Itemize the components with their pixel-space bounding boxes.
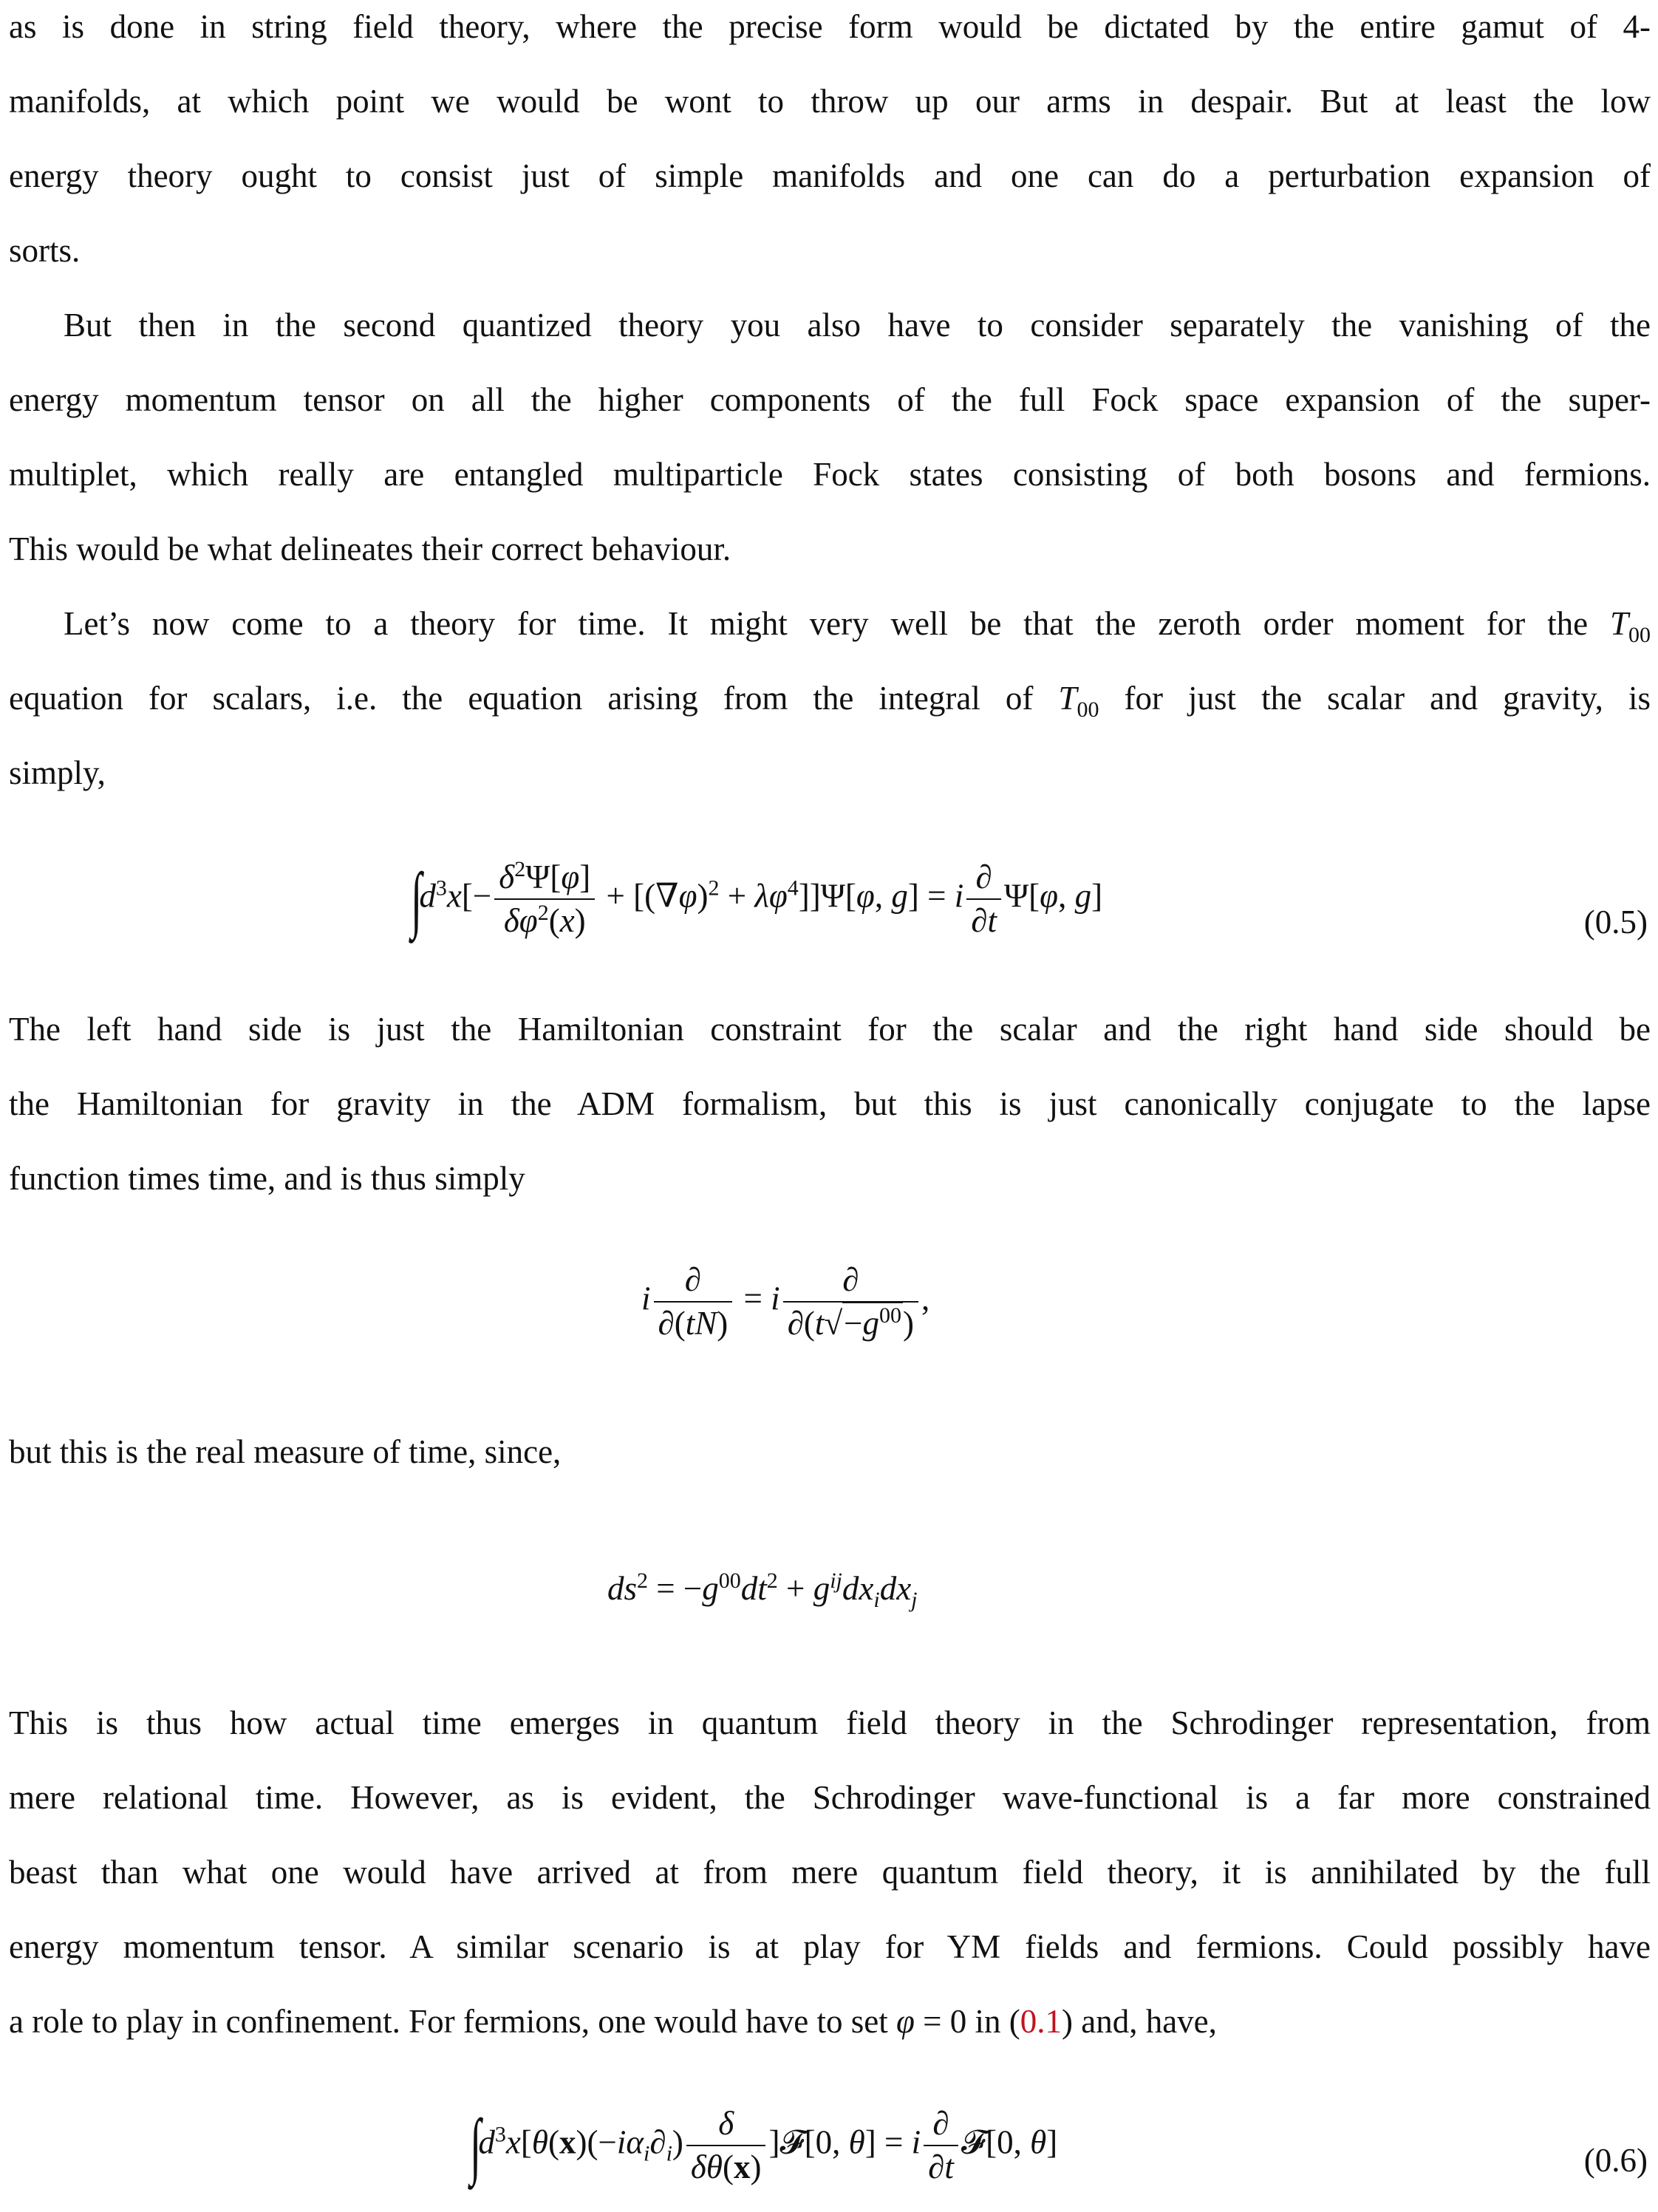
- equation-number: (0.5): [1583, 904, 1648, 941]
- text-line: [9, 1999, 1651, 2044]
- equation-time-derivative: i $\frac{\partial}{\partial(tN)}$ = i $\frac{\partial}{\partial(t√-g^{00})}$ ,: [641, 1261, 930, 1342]
- text-line: energy theory ought to consist just of simple manifolds and one can do a perturbation expansion of: [9, 157, 1651, 194]
- equation-0-6: $\int d^3x[\theta(x)(-i\alpha_i\partial_i)$ $\frac{\delta}{\delta\theta(x)}$ ]𝓕[0, θ] = i $\frac{\partial}{\partial t}$ 𝓕[0, θ]: [470, 2104, 1058, 2186]
- text-line: beast than what one would have arrived at from mere quantum field theory, it is annihilated by the full: [9, 1854, 1651, 1891]
- math-subscript: 00: [1628, 623, 1651, 647]
- text-line: The left hand side is just the Hamiltonian constraint for the scalar and the right hand side should be: [9, 1011, 1651, 1048]
- math-symbol: T: [1058, 680, 1077, 717]
- text-line: But then in the second quantized theory you also have to consider separately the vanishing of the: [64, 307, 1651, 344]
- text-segment: for just the scalar and gravity, is: [1099, 680, 1651, 717]
- text-line: the Hamiltonian for gravity in the ADM formalism, but this is just canonically conjugate to the lapse: [9, 1085, 1651, 1122]
- math-subscript: 00: [1077, 697, 1099, 722]
- text-segment: ) and, have,: [1062, 2003, 1217, 2040]
- equation-reference-link[interactable]: 0.1: [1020, 2003, 1062, 2040]
- text-line: [9, 601, 1651, 646]
- text-line: but this is the real measure of time, since,: [9, 1433, 562, 1470]
- text-line: as is done in string field theory, where the precise form would be dictated by the entire gamut of 4-: [9, 8, 1651, 45]
- math-symbol: φ: [895, 2003, 915, 2040]
- text-line: manifolds, at which point we would be wont to throw up our arms in despair. But at least the low: [9, 83, 1651, 120]
- text-line: function times time, and is thus simply: [9, 1160, 525, 1197]
- text-line: multiplet, which really are entangled multiparticle Fock states consisting of both bosons and fermions.: [9, 456, 1651, 493]
- equation-metric: $ds^2 = -g^{00}dt^2 + g^{ij}dx_idx_j$: [607, 1568, 918, 1612]
- math-symbol: T: [1609, 605, 1628, 642]
- text-segment: Let’s now come to a theory for time. It might very well be that the zeroth order moment for the: [64, 605, 1610, 642]
- text-line: energy momentum tensor. A similar scenario is at play for YM fields and fermions. Could possibly have: [9, 1928, 1651, 1965]
- text-line: [9, 676, 1651, 720]
- equation-number: (0.6): [1583, 2142, 1648, 2179]
- text-segment: a role to play in confinement. For fermions, one would have to set: [9, 2003, 896, 2040]
- text-line: mere relational time. However, as is evident, the Schrodinger wave-functional is a far more constrained: [9, 1779, 1651, 1816]
- text-line: This would be what delineates their correct behaviour.: [9, 530, 731, 567]
- text-line: This is thus how actual time emerges in quantum field theory in the Schrodinger representation, from: [9, 1704, 1651, 1741]
- text-segment: equation for scalars, i.e. the equation arising from the integral of: [9, 680, 1059, 717]
- text-line: energy momentum tensor on all the higher components of the full Fock space expansion of the super-: [9, 381, 1651, 418]
- equation-0-5: $\int d^3x[-$ $\frac{\delta^2\Psi[\varphi]}{\delta\varphi^2(x)}$ + $[(\nabla\varphi)^2 + \lambda\varphi^4]]\Psi[\varphi$, g] = i $\frac{\partial}{\partial t}$ Ψ[φ, g]: [411, 857, 1103, 940]
- text-line: simply,: [9, 754, 106, 791]
- text-line: sorts.: [9, 232, 81, 269]
- text-segment: = 0 in (: [914, 2003, 1020, 2040]
